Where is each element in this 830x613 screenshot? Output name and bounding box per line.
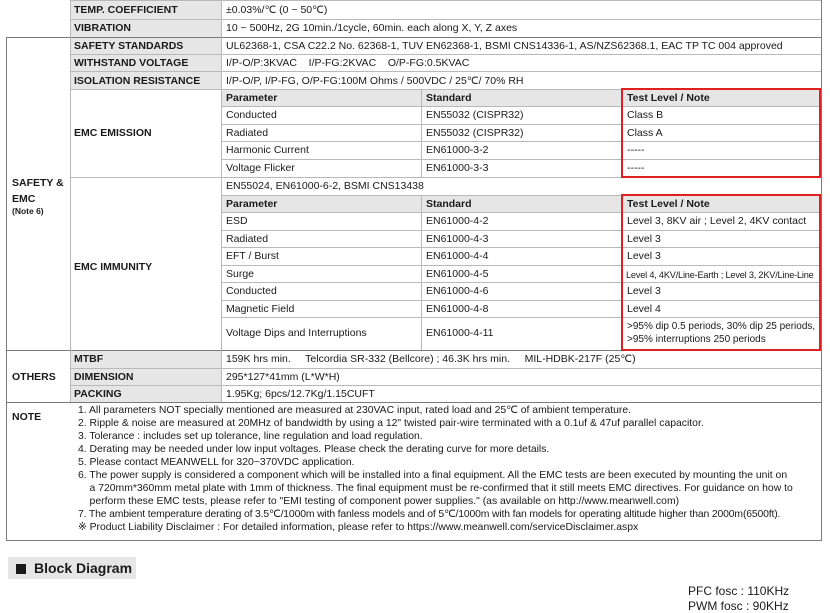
isolation-resistance-label: ISOLATION RESISTANCE (74, 75, 201, 87)
immunity-row-standard: EN61000-4-4 (426, 250, 489, 262)
emission-row-standard: EN55032 (CISPR32) (426, 127, 524, 139)
vibration-label: VIBRATION (74, 22, 131, 34)
block-diagram-heading (8, 557, 136, 579)
note-line: a 720mm*360mm metal plate with 1mm of thickness. The final equipment must be re-confirmed that it still meets EMC directives. For guidance on how to (78, 483, 793, 494)
emc-immunity-label: EMC IMMUNITY (74, 261, 153, 273)
emission-row-standard: EN61000-3-3 (426, 162, 489, 174)
immunity-header-standard: Standard (426, 198, 472, 210)
safety-note-ref: (Note 6) (12, 206, 44, 216)
packing-label: PACKING (74, 388, 122, 400)
immunity-row-note: Level 4 (627, 303, 661, 315)
immunity-row-parameter: ESD (226, 215, 248, 227)
immunity-row-note: Level 3, 8KV air ; Level 2, 4KV contact (627, 215, 807, 227)
voltage-dips-standard: EN61000-4-11 (426, 327, 494, 339)
emission-row-standard: EN55032 (CISPR32) (426, 109, 524, 121)
safety-emc-group-label: SAFETY & (12, 177, 64, 189)
dimension-label: DIMENSION (74, 371, 134, 383)
voltage-dips-note-line-1: >95% dip 0.5 periods, 30% dip 25 periods, (627, 321, 816, 332)
note-line: 7. The ambient temperature derating of 3.5℃/1000m with fanless models and of 5℃/1000m with fan models for operating altitude higher than 2000m(6500ft). (78, 509, 781, 520)
note-line: 4. Derating may be needed under low input voltages. Please check the derating curve for more details. (78, 444, 550, 455)
immunity-row-note: Level 3 (627, 250, 661, 262)
others-group-label: OTHERS (12, 371, 56, 383)
immunity-header-parameter: Parameter (226, 198, 278, 210)
immunity-standards-line: EN55024, EN61000-6-2, BSMI CNS13438 (226, 180, 424, 192)
safety-emc-group-label-2: EMC (12, 193, 36, 205)
voltage-dips-parameter: Voltage Dips and Interruptions (226, 327, 367, 339)
emc-emission-label: EMC EMISSION (74, 127, 152, 139)
mtbf-value: 159K hrs min. Telcordia SR-332 (Bellcore) ; 46.3K hrs min. MIL-HDBK-217F (25℃) (226, 353, 636, 365)
emission-row-note: ----- (627, 144, 645, 156)
square-bullet-icon (16, 564, 26, 574)
emission-row-note: ----- (627, 162, 645, 174)
immunity-row-note: Level 3 (627, 285, 661, 297)
pfc-frequency: PFC fosc : 110KHz (688, 584, 790, 598)
emission-header-parameter: Parameter (226, 92, 278, 104)
isolation-resistance-value: I/P-O/P, I/P-FG, O/P-FG:100M Ohms / 500VDC / 25℃/ 70% RH (226, 75, 524, 87)
note-line: 5. Please contact MEANWELL for 320~370VDC application. (78, 457, 355, 468)
immunity-row-parameter: Surge (226, 268, 255, 280)
note-line: 1. All parameters NOT specially mentioned are measured at 230VAC input, rated load and 25℃ of ambient temperature. (78, 405, 632, 416)
immunity-highlight-box (621, 194, 821, 351)
emission-row-parameter: Voltage Flicker (226, 162, 295, 174)
immunity-row-parameter: Magnetic Field (226, 303, 295, 315)
withstand-voltage-value: I/P-O/P:3KVAC I/P-FG:2KVAC O/P-FG:0.5KVAC (226, 57, 470, 69)
immunity-row-standard: EN61000-4-5 (426, 268, 489, 280)
packing-value: 1.95Kg; 6pcs/12.7Kg/1.15CUFT (226, 388, 375, 400)
emission-row-note: Class A (627, 127, 663, 139)
immunity-row-parameter: Radiated (226, 233, 269, 245)
withstand-voltage-label: WITHSTAND VOLTAGE (74, 57, 189, 69)
emission-row-parameter: Conducted (226, 109, 277, 121)
emission-header-note: Test Level / Note (627, 92, 710, 104)
emission-row-parameter: Radiated (226, 127, 269, 139)
emission-row-note: Class B (627, 109, 664, 121)
immunity-row-standard: EN61000-4-8 (426, 303, 489, 315)
immunity-row-standard: EN61000-4-3 (426, 233, 489, 245)
vibration-value: 10 ~ 500Hz, 2G 10min./1cycle, 60min. each along X, Y, Z axes (226, 22, 518, 34)
safety-standards-value: UL62368-1, CSA C22.2 No. 62368-1, TUV EN62368-1, BSMI CNS14336-1, AS/NZS62368.1, EAC TP TC 004 approved (226, 40, 783, 52)
note-line: 6. The power supply is considered a component which will be installed into a final equipment. All the EMC tests are been executed by mounting the unit on (78, 470, 788, 481)
immunity-row-standard: EN61000-4-6 (426, 285, 489, 297)
note-line: perform these EMC tests, please refer to "EMI testing of component power supplies." (as available on http://www.meanwell.com) (78, 496, 680, 507)
emission-highlight-box (621, 88, 821, 178)
voltage-dips-note-line-2: >95% interruptions 250 periods (627, 334, 766, 345)
safety-standards-label: SAFETY STANDARDS (74, 40, 184, 52)
emission-row-parameter: Harmonic Current (226, 144, 309, 156)
note-line: 3. Tolerance : includes set up tolerance, line regulation and load regulation. (78, 431, 423, 442)
note-line: 2. Ripple & noise are measured at 20MHz of bandwidth by using a 12" twisted pair-wire terminated with a 0.1uf & 47uf parallel capacitor. (78, 418, 704, 429)
dimension-value: 295*127*41mm (L*W*H) (226, 371, 340, 383)
emission-header-standard: Standard (426, 92, 472, 104)
temp-coefficient-label: TEMP. COEFFICIENT (74, 4, 178, 16)
block-diagram-title: Block Diagram (34, 560, 133, 576)
mtbf-label: MTBF (74, 353, 104, 365)
emission-row-standard: EN61000-3-2 (426, 144, 489, 156)
pwm-frequency: PWM fosc : 90KHz (688, 599, 789, 613)
note-line: ※ Product Liability Disclaimer : For detailed information, please refer to https://www.meanwell.com/serviceDisclaimer.aspx (78, 522, 639, 533)
temp-coefficient-value: ±0.03%/℃ (0 ~ 50℃) (226, 4, 328, 16)
immunity-row-standard: EN61000-4-2 (426, 215, 489, 227)
immunity-header-note: Test Level / Note (627, 198, 710, 210)
note-label: NOTE (12, 411, 42, 423)
immunity-row-parameter: EFT / Burst (226, 250, 279, 262)
immunity-row-note: Level 4, 4KV/Line-Earth ; Level 3, 2KV/Line-Line (626, 270, 814, 280)
immunity-row-note: Level 3 (627, 233, 661, 245)
immunity-row-parameter: Conducted (226, 285, 277, 297)
